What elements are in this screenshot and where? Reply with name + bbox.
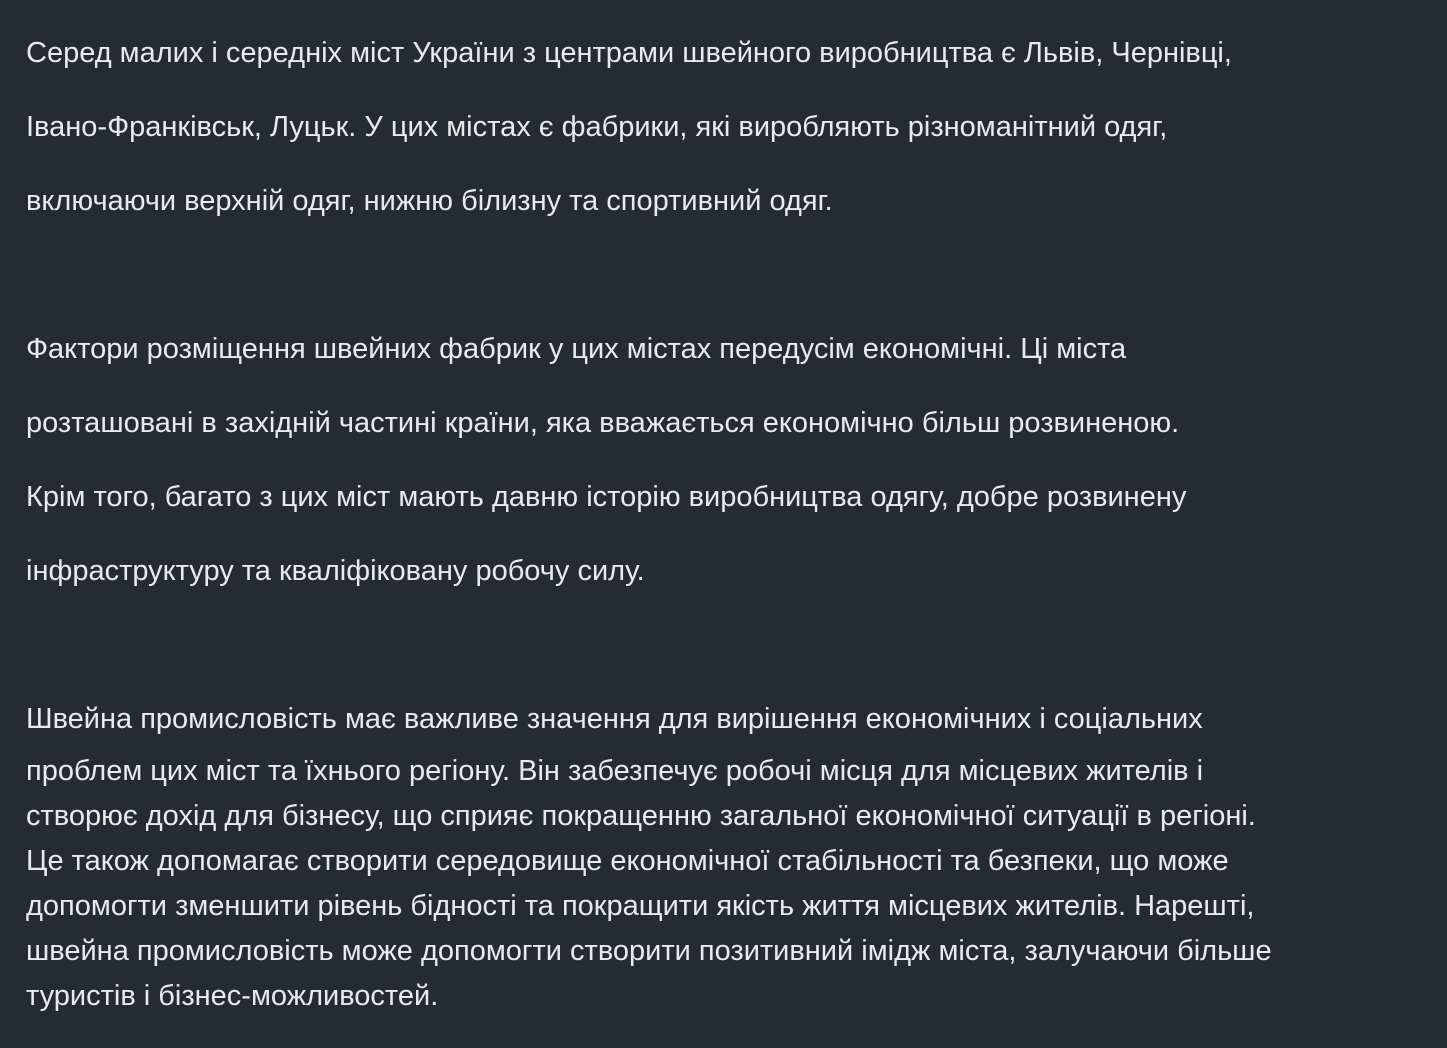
text-line: створює дохід для бізнесу, що сприяє покращенню загальної економічної ситуації в регіоні. [26,800,1256,832]
text-line: швейна промисловість може допомогти створити позитивний імідж міста, залучаючи більше [26,935,1272,967]
text-line: Івано-Франківськ, Луцьк. У цих містах є фабрики, які виробляють різноманітний одяг, [26,111,1168,143]
text-line: допомогти зменшити рівень бідності та покращити якість життя місцевих жителів. Нарешті, [26,890,1255,922]
text-line: проблем цих міст та їхнього регіону. Він забезпечує робочі місця для місцевих жителів і [26,755,1204,787]
text-line: Це також допомагає створити середовище економічної стабільності та безпеки, що може [26,845,1229,877]
text-line: Фактори розміщення швейних фабрик у цих містах передусім економічні. Ці міста [26,333,1127,365]
text-line: Швейна промисловість має важливе значення для вирішення економічних і соціальних [26,703,1203,735]
text-line: туристів і бізнес-можливостей. [26,980,439,1012]
text-line: Серед малих і середніх міст України з центрами швейного виробництва є Львів, Чернівці, [26,37,1232,69]
text-line: розташовані в західній частині країни, яка вважається економічно більш розвиненою. [26,407,1180,439]
text-line: включаючи верхній одяг, нижню білизну та спортивний одяг. [26,185,833,217]
text-line: Крім того, багато з цих міст мають давню історію виробництва одягу, добре розвинену [26,481,1187,513]
text-line: інфраструктуру та кваліфіковану робочу силу. [26,555,645,587]
